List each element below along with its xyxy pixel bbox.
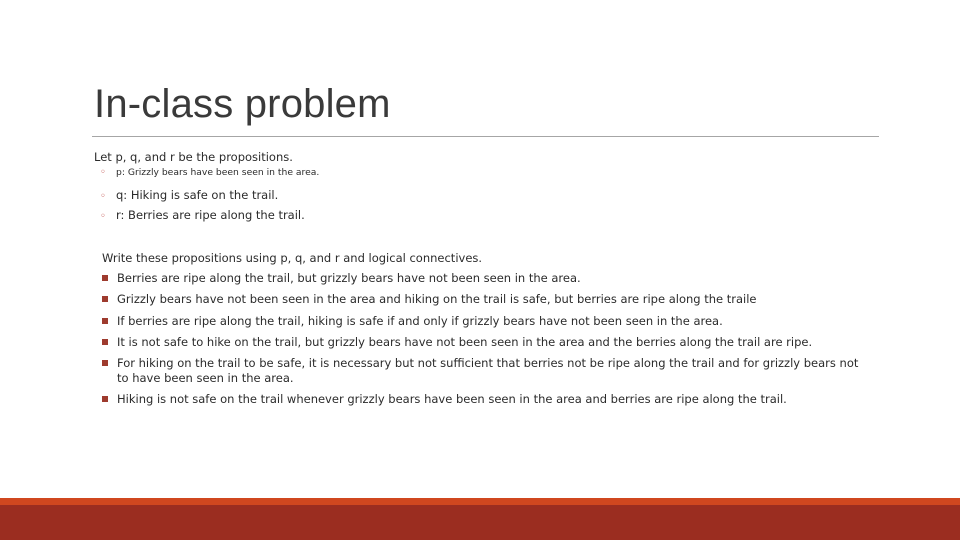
task-item xyxy=(102,392,872,407)
proposition-text: q: Hiking is safe on the trail. xyxy=(116,188,279,202)
square-bullet-icon xyxy=(102,296,108,302)
sub-bullet-icon: ◦ xyxy=(100,211,106,222)
square-bullet-icon xyxy=(102,318,108,324)
sub-bullet-icon: ◦ xyxy=(100,167,106,178)
task-text: Hiking is not safe on the trail whenever grizzly bears have been seen in the area and berries are ripe along the trail. xyxy=(117,392,787,406)
task-item xyxy=(102,314,872,329)
intro-text: Let p, q, and r be the propositions. xyxy=(94,150,293,164)
square-bullet-icon xyxy=(102,339,108,345)
task-item xyxy=(102,271,872,286)
title-divider xyxy=(92,136,879,137)
sub-bullet-icon: ◦ xyxy=(100,191,106,202)
footer-stripe xyxy=(0,498,960,505)
task-intro-text: Write these propositions using p, q, and r and logical connectives. xyxy=(102,251,483,265)
task-text: Grizzly bears have not been seen in the area and hiking on the trail is safe, but berries are ripe along the traile xyxy=(117,292,757,306)
task-item xyxy=(102,292,872,307)
proposition-item xyxy=(100,208,305,222)
task-text: If berries are ripe along the trail, hiking is safe if and only if grizzly bears have not been seen in the area. xyxy=(117,314,723,328)
task-item xyxy=(102,335,872,350)
proposition-item xyxy=(100,188,278,202)
proposition-text: p: Grizzly bears have been seen in the area. xyxy=(116,167,320,178)
square-bullet-icon xyxy=(102,275,108,281)
square-bullet-icon xyxy=(102,360,108,366)
proposition-text: r: Berries are ripe along the trail. xyxy=(116,208,305,222)
proposition-item xyxy=(100,167,319,178)
task-text: Berries are ripe along the trail, but grizzly bears have not been seen in the area. xyxy=(117,271,581,285)
task-item xyxy=(102,356,872,386)
task-text: It is not safe to hike on the trail, but grizzly bears have not been seen in the area and the berries along the trail are ripe. xyxy=(117,335,813,349)
slide-title: In-class problem xyxy=(94,82,391,126)
square-bullet-icon xyxy=(102,396,108,402)
task-text: For hiking on the trail to be safe, it is necessary but not sufficient that berries not be ripe along the trail and for grizzly bears not to have been seen in the area. xyxy=(117,356,859,385)
